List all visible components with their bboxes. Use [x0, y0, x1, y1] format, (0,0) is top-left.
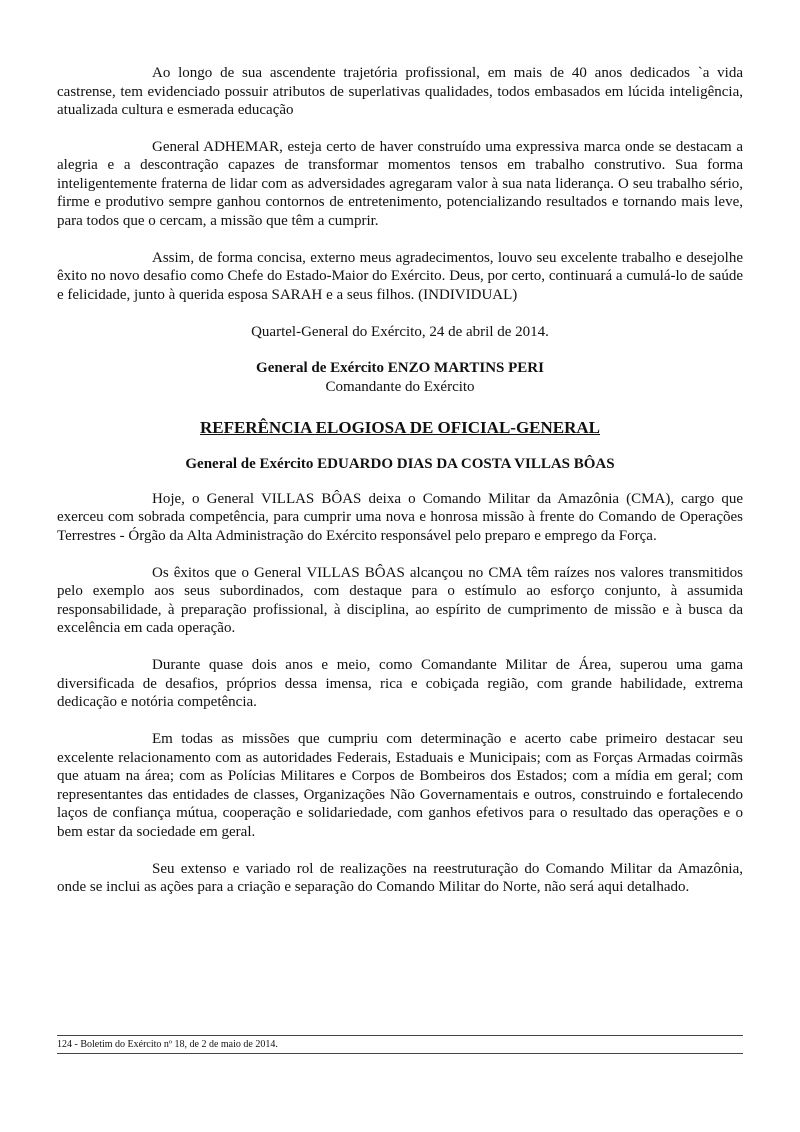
section-subject: General de Exército EDUARDO DIAS DA COSTA VILLAS BÔAS [185, 456, 615, 472]
signer-role: Comandante do Exército [325, 378, 475, 395]
paragraph-villas-boas-leaves: Hoje, o General VILLAS BÔAS deixa o Comando Militar da Amazônia (CMA), cargo que exerceu com sobrada competência, para cumprir uma nova e honrosa missão à frente do Comando de Operações Terrestres - Órgão da Alta Administração do Exército responsável pelo preparo e emprego da Força. [57, 490, 743, 544]
paragraph-achievements: Os êxitos que o General VILLAS BÔAS alcançou no CMA têm raízes nos valores transmitidos pelo exemplo aos seus subordinados, com destaque para o estímulo ao esforço conjunto, à assumida responsabilidade, à preparação profissional, à disciplina, ao espírito de cumprimento de missão e à busca da excelência em cada operação. [57, 564, 743, 636]
document-page [57, 64, 743, 915]
paragraph-relationships: Em todas as missões que cumpriu com determinação e acerto cabe primeiro destacar seu excelente relacionamento com as autoridades Federais, Estaduais e Municipais; com as Forças Armadas coirmãs que atuam na área; com as Polícias Militares e Corpos de Bombeiros dos Estados; com a mídia em geral; com representantes das entidades de classes, Organizações Não Governamentais e outros, construindo e fortalecendo laços de confiança mútua, cooperação e solidariedade, com ganhos efetivos para o resultado das operações e o bem estar da sociedade em geral. [57, 731, 743, 840]
paragraph-career: Ao longo de sua ascendente trajetória profissional, em mais de 40 anos dedicados `a vida castrense, tem evidenciado possuir atributos de superlativas qualidades, todos embasados em lúcida inteligência, atualizada cultura e esmerada educação [57, 65, 743, 118]
section-title: REFERÊNCIA ELOGIOSA DE OFICIAL-GENERAL [199, 418, 601, 437]
paragraph-restructuring: Seu extenso e variado rol de realizações na reestruturação do Comando Militar da Amazônia, onde se inclui as ações para a criação e separação do Comando Militar do Norte, não será aqui detalhado. [57, 860, 743, 895]
page-footer [57, 1035, 743, 1054]
footer-text: 124 - Boletim do Exército nº 18, de 2 de maio de 2014. [57, 1039, 278, 1050]
paragraph-challenges: Durante quase dois anos e meio, como Comandante Militar de Área, superou uma gama diversificada de desafios, próprios dessa imensa, rica e cobiçada região, com grande habilidade, extrema dedicação e notória competência. [57, 657, 743, 710]
paragraph-adhemar: General ADHEMAR, esteja certo de haver construído uma expressiva marca onde se destacam a alegria e a descontração capazes de transformar momentos tensos em trabalho construtivo. Sua forma inteligentemente fraterna de lidar com as adversidades agregaram valor à sua nata liderança. O seu trabalho sério, firme e produtivo sempre ganhou contornos de entretenimento, potencializando resultados e tornando mais leve, para todos que o cercam, a missão que têm a cumprir. [57, 138, 743, 229]
date-line: Quartel-General do Exército, 24 de abril de 2014. [251, 323, 549, 340]
signer-name: General de Exército ENZO MARTINS PERI [256, 360, 544, 376]
paragraph-thanks: Assim, de forma concisa, externo meus agradecimentos, louvo seu excelente trabalho e desejolhe êxito no novo desafio como Chefe do Estado-Maior do Exército. Deus, por certo, continuará a cumulá-lo de saúde e felicidade, junto à querida esposa SARAH e a seus filhos. (INDIVIDUAL) [57, 249, 743, 303]
